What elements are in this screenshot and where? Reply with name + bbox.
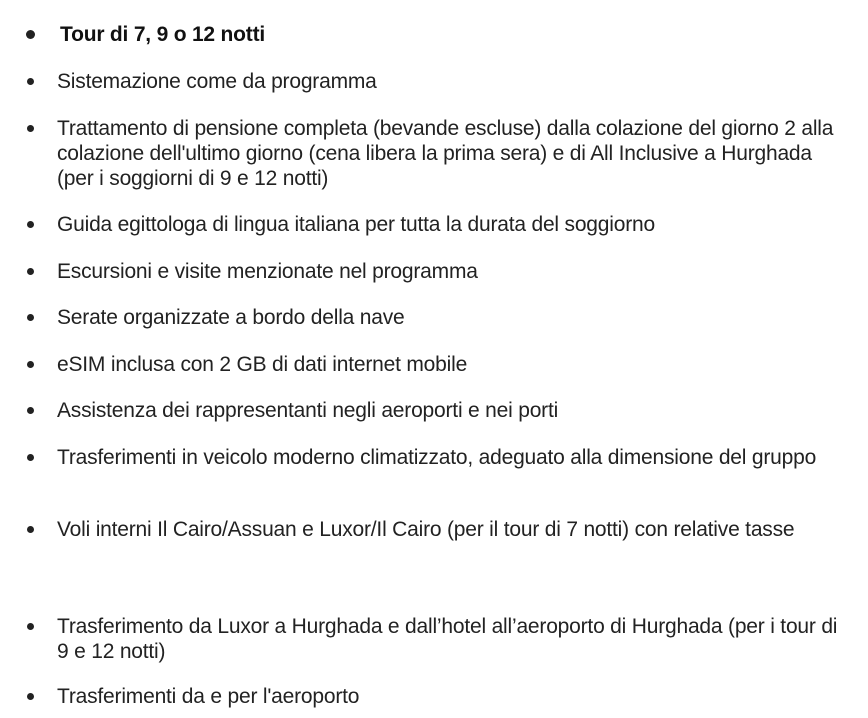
bullet-icon xyxy=(27,314,34,321)
list-item-text: Serate organizzate a bordo della nave xyxy=(57,306,405,329)
bullet-icon xyxy=(27,454,34,461)
bullet-icon xyxy=(27,361,34,368)
bullet-icon xyxy=(27,526,34,533)
bullet-icon xyxy=(27,407,34,414)
list-item-text: Sistemazione come da programma xyxy=(57,70,377,93)
bullet-icon xyxy=(27,693,34,700)
list-item-text: Escursioni e visite menzionate nel programma xyxy=(57,260,478,283)
list-item-text: eSIM inclusa con 2 GB di dati internet mobile xyxy=(57,353,468,376)
bullet-icon xyxy=(26,30,35,39)
bullet-icon xyxy=(27,268,34,275)
list-item-text: Trasferimenti in veicolo moderno climatizzato, adeguato alla dimensione del gruppo xyxy=(57,446,817,469)
bullet-icon xyxy=(27,221,34,228)
bullet-icon xyxy=(27,78,34,85)
bullet-icon xyxy=(27,623,34,630)
list-item-text: Trattamento di pensione completa (bevande escluse) dalla colazione del giorno 2 alla colazione dell'ultimo giorno (cena libera la prima sera) e di All Inclusive a Hurghada (per i soggiorni di 9 e 12 notti) xyxy=(57,117,834,190)
bullet-icon xyxy=(27,125,34,132)
list-item-text: Assistenza dei rappresentanti negli aeroporti e nei porti xyxy=(57,399,559,422)
list-item-text: Voli interni Il Cairo/Assuan e Luxor/Il Cairo (per il tour di 7 notti) con relative tasse xyxy=(57,518,795,541)
list-item-text: Guida egittologa di lingua italiana per tutta la durata del soggiorno xyxy=(57,213,655,236)
list-item-text: Trasferimento da Luxor a Hurghada e dall’hotel all’aeroporto di Hurghada (per i tour di 9 e 12 notti) xyxy=(57,615,838,663)
list-heading: Tour di 7, 9 o 12 notti xyxy=(60,23,266,46)
list-item-text: Trasferimenti da e per l'aeroporto xyxy=(57,685,360,708)
